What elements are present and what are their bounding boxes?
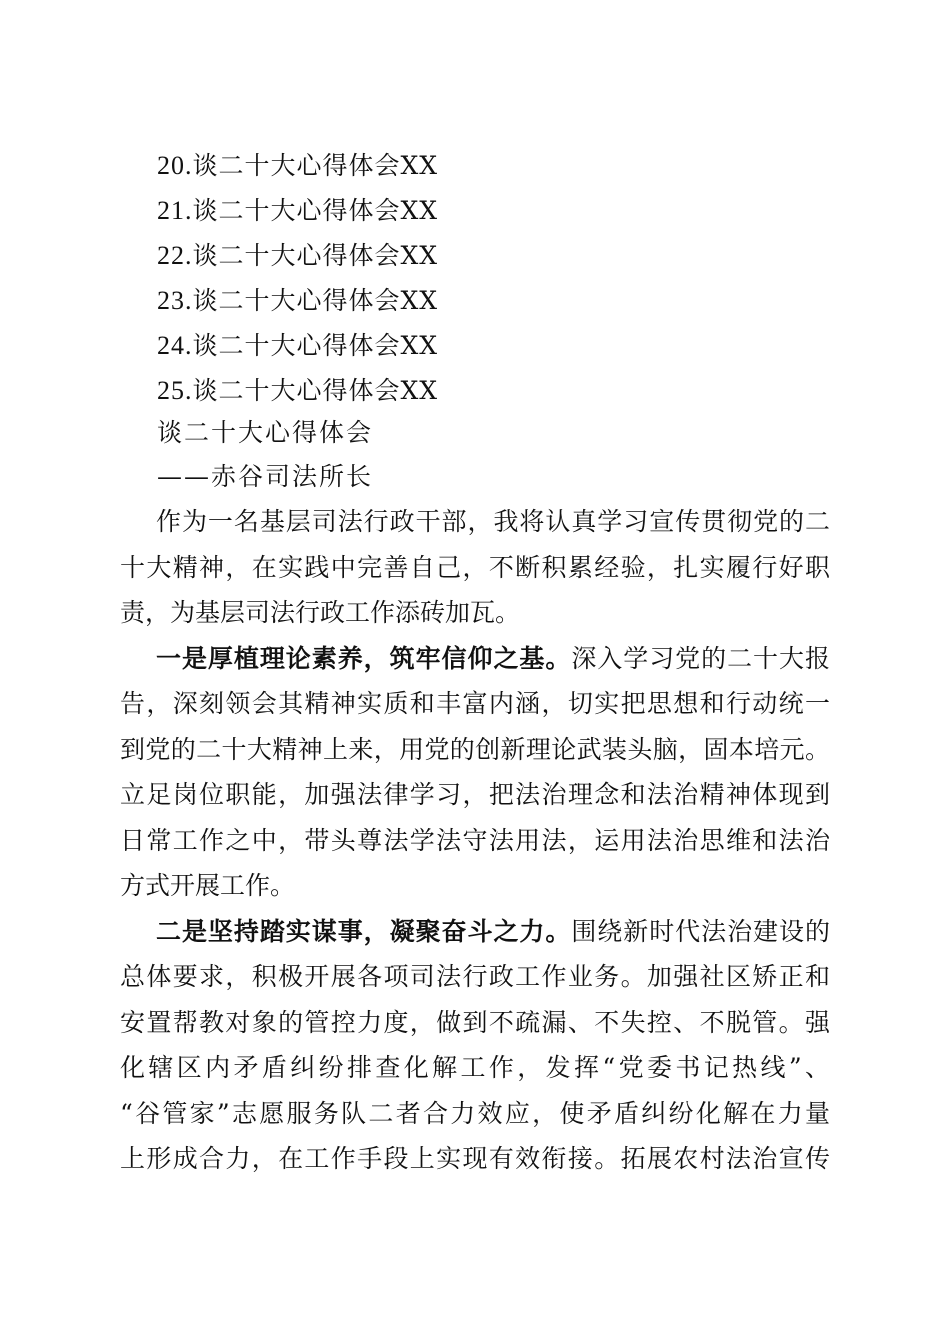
paragraph-line: 到党的二十大精神上来，用党的创新理论武装头脑，固本培元。 bbox=[120, 734, 830, 764]
toc-item-number: 22. bbox=[157, 241, 193, 270]
paragraph-line: 告，深刻领会其精神实质和丰富内涵，切实把思想和行动统一 bbox=[120, 689, 830, 718]
toc-item bbox=[157, 368, 857, 413]
paragraph-line bbox=[120, 636, 830, 682]
paragraph-line: 立足岗位职能，加强法律学习，把法治理念和法治精神体现到 bbox=[120, 780, 830, 809]
paragraph-line: 方式开展工作。 bbox=[120, 871, 296, 900]
toc-item-title: 谈二十大心得体会XX bbox=[192, 196, 439, 225]
toc-item-number: 23. bbox=[157, 286, 193, 315]
toc-item-title: 谈二十大心得体会XX bbox=[192, 331, 439, 360]
paragraph-line: “谷管家”志愿服务队二者合力效应，使矛盾纠纷化解在力量 bbox=[120, 1098, 830, 1128]
toc-item-number: 21. bbox=[157, 196, 193, 225]
paragraph-practice bbox=[120, 909, 830, 1182]
paragraph-line: 日常工作之中，带头尊法学法守法用法，运用法治思维和法治 bbox=[120, 825, 830, 855]
toc-item-title: 谈二十大心得体会XX bbox=[192, 286, 439, 315]
paragraph-lead-bold: 二是坚持踏实谋事，凝聚奋斗之力。 bbox=[156, 916, 572, 946]
paragraph-lead-bold: 一是厚植理论素养，筑牢信仰之基。 bbox=[156, 643, 572, 673]
paragraph-line-text: 围绕新时代法治建设的 bbox=[571, 916, 830, 946]
paragraph-line: 安置帮教对象的管控力度，做到不疏漏、不失控、不脱管。强 bbox=[120, 1007, 830, 1037]
toc-item bbox=[157, 278, 857, 323]
paragraph-line bbox=[120, 909, 830, 955]
toc-item bbox=[157, 188, 857, 233]
toc-item-number: 24. bbox=[157, 331, 193, 360]
toc-item bbox=[157, 233, 857, 278]
paragraph-line: 作为一名基层司法行政干部，我将认真学习宣传贯彻党的二 bbox=[156, 507, 830, 536]
toc-list bbox=[157, 143, 857, 413]
toc-item-title: 谈二十大心得体会XX bbox=[192, 376, 439, 405]
toc-item-number: 25. bbox=[157, 376, 193, 405]
paragraph-line: 责，为基层司法行政工作添砖加瓦。 bbox=[120, 598, 521, 627]
paragraph-line: 总体要求，积极开展各项司法行政工作业务。加强社区矫正和 bbox=[120, 962, 830, 991]
article-byline: ——赤谷司法所长 bbox=[157, 462, 374, 491]
article-body bbox=[120, 499, 830, 1182]
paragraph-line: 上形成合力，在工作手段上实现有效衔接。拓展农村法治宣传 bbox=[120, 1144, 830, 1173]
paragraph-theory bbox=[120, 636, 830, 909]
paragraph-line: 十大精神，在实践中完善自己，不断积累经验，扎实履行好职 bbox=[120, 552, 830, 582]
paragraph-line: 化辖区内矛盾纠纷排查化解工作，发挥“党委书记热线”、 bbox=[120, 1053, 830, 1082]
toc-item bbox=[157, 143, 857, 188]
paragraph-line-text: 深入学习党的二十大报 bbox=[571, 643, 830, 673]
paragraph-intro bbox=[120, 499, 830, 636]
article-title: 谈二十大心得体会 bbox=[157, 418, 374, 447]
toc-item bbox=[157, 323, 857, 368]
toc-item-number: 20. bbox=[157, 151, 193, 180]
toc-item-title: 谈二十大心得体会XX bbox=[192, 241, 439, 270]
toc-item-title: 谈二十大心得体会XX bbox=[192, 151, 439, 180]
